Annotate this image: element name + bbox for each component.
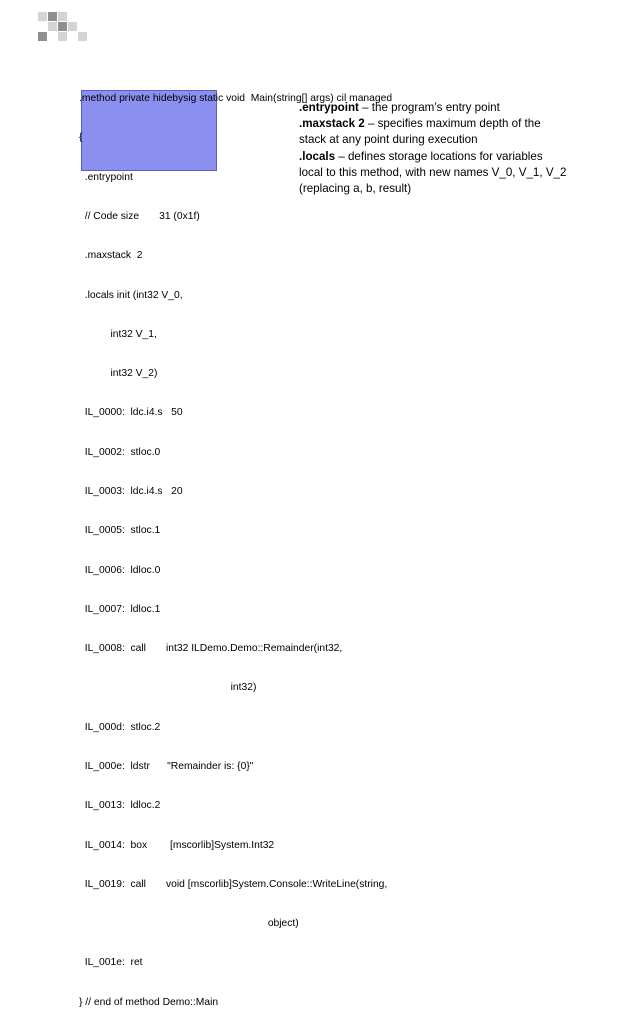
code-line: IL_0000: ldc.i4.s 50 <box>79 407 183 419</box>
code-line: int32 V_1, <box>79 328 157 340</box>
maxstack-description: – specifies maximum depth of the stack at any point during execution <box>299 117 541 147</box>
deco-square <box>48 12 57 21</box>
code-line: IL_0007: ldloc.1 <box>79 603 161 615</box>
entrypoint-description: – the program’s entry point <box>358 101 500 114</box>
code-line: IL_0008: call int32 ILDemo.Demo::Remainder(int32, <box>79 643 343 655</box>
deco-square <box>58 22 67 31</box>
code-line: .maxstack 2 <box>79 250 143 262</box>
code-line: IL_0013: ldloc.2 <box>79 800 161 812</box>
code-line: .method private hidebysig static void Main(string[] args) cil managed <box>79 93 393 105</box>
maxstack-term: .maxstack 2 <box>299 117 365 131</box>
code-line: IL_0003: ldc.i4.s 20 <box>79 486 183 497</box>
code-line: int32) <box>79 682 257 694</box>
locals-note <box>299 150 566 195</box>
corner-decoration <box>38 12 94 50</box>
code-line: // Code size 31 (0x1f) <box>79 211 200 223</box>
code-line: IL_000e: ldstr "Remainder is: {0}" <box>79 760 254 772</box>
deco-square <box>38 12 47 21</box>
code-line: IL_000d: stloc.2 <box>79 721 161 733</box>
explanation-notes <box>299 100 569 197</box>
code-line: IL_0006: ldloc.0 <box>79 564 161 576</box>
deco-square <box>58 12 67 21</box>
il-code-listing <box>79 66 392 1022</box>
code-line: object) <box>79 918 299 930</box>
deco-square <box>58 32 67 41</box>
maxstack-note <box>299 117 541 146</box>
code-line: } // end of method Demo::Main <box>79 996 219 1008</box>
locals-term: .locals <box>299 149 336 163</box>
deco-square <box>78 32 87 41</box>
code-line: .locals init (int32 V_0, <box>79 289 183 301</box>
code-line: int32 V_2) <box>79 368 158 380</box>
code-line: { <box>79 132 83 144</box>
code-line: IL_0002: stloc.0 <box>79 446 161 458</box>
deco-square <box>68 22 77 31</box>
code-line: IL_0019: call void [mscorlib]System.Console::WriteLine(string, <box>79 878 388 890</box>
code-line: .entrypoint <box>79 171 133 183</box>
code-line: IL_0005: stloc.1 <box>79 525 161 537</box>
deco-square <box>38 32 47 41</box>
code-line: IL_0014: box [mscorlib]System.Int32 <box>79 839 275 851</box>
deco-square <box>48 22 57 31</box>
code-line: IL_001e: ret <box>79 957 143 969</box>
locals-description: – defines storage locations for variables local to this method, with new names V_0, V_1, V_2 (replacing a, b, result) <box>299 149 567 196</box>
entrypoint-note <box>299 101 500 114</box>
entrypoint-term: .entrypoint <box>299 101 359 114</box>
